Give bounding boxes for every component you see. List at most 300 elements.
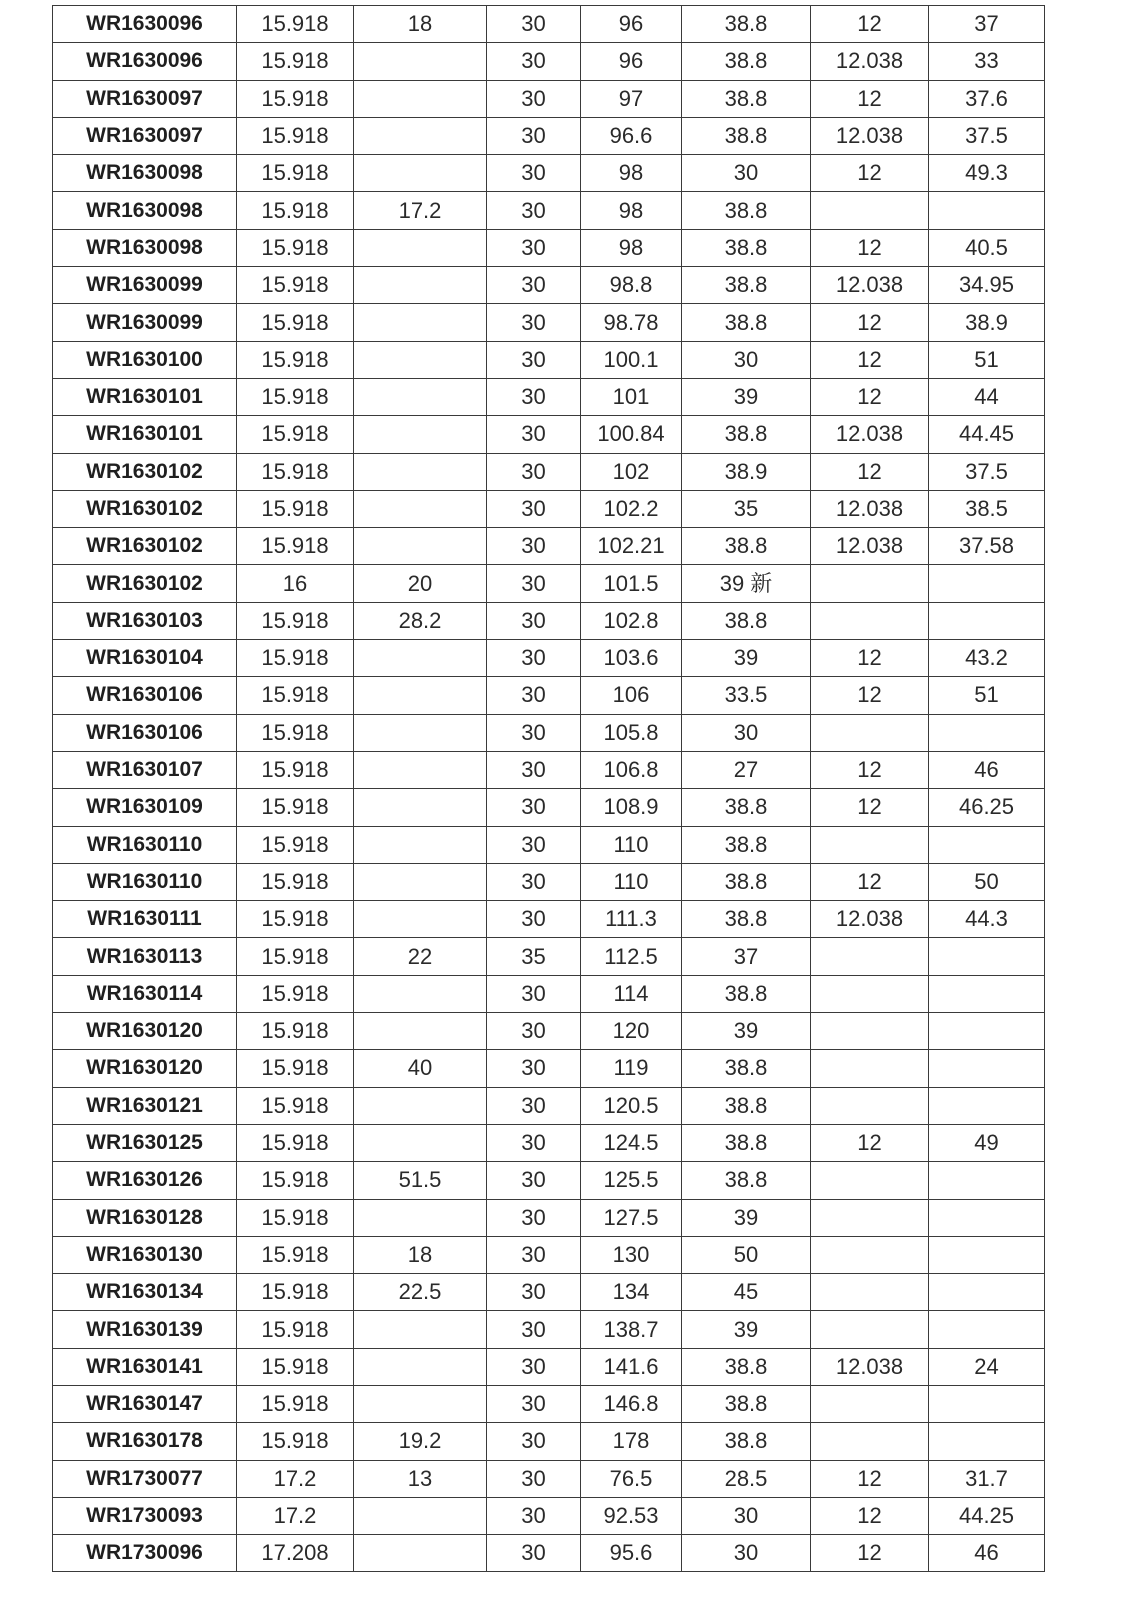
col7-cell: [811, 1311, 929, 1348]
col6-cell: 30: [682, 1535, 811, 1572]
col3-cell: [354, 640, 487, 677]
col3-cell: [354, 43, 487, 80]
col7-cell: [811, 1199, 929, 1236]
col8-cell: [929, 1385, 1045, 1422]
col7-cell: 12.038: [811, 416, 929, 453]
table-row: [53, 863, 1045, 900]
part-code-cell: WR1630120: [53, 1013, 237, 1050]
col4-cell: 30: [487, 229, 581, 266]
part-code-cell: WR1630141: [53, 1348, 237, 1385]
col2-cell: 15.918: [237, 117, 354, 154]
col5-cell: 114: [581, 975, 682, 1012]
col8-cell: [929, 714, 1045, 751]
col8-cell: 46: [929, 1535, 1045, 1572]
part-code-cell: WR1630099: [53, 304, 237, 341]
col6-cell: 45: [682, 1274, 811, 1311]
table-row: [53, 565, 1045, 602]
col6-cell: 38.8: [682, 416, 811, 453]
col6-cell: 38.8: [682, 304, 811, 341]
col2-cell: 15.918: [237, 901, 354, 938]
col7-cell: 12: [811, 640, 929, 677]
col8-cell: [929, 1236, 1045, 1273]
col6-cell: 38.8: [682, 267, 811, 304]
col3-cell: [354, 528, 487, 565]
col8-cell: 31.7: [929, 1460, 1045, 1497]
col7-cell: [811, 1274, 929, 1311]
col2-cell: 15.918: [237, 1274, 354, 1311]
col6-cell: 35: [682, 490, 811, 527]
col2-cell: 15.918: [237, 751, 354, 788]
part-code-cell: WR1630107: [53, 751, 237, 788]
table-row: [53, 1050, 1045, 1087]
col5-cell: 125.5: [581, 1162, 682, 1199]
col5-cell: 96: [581, 6, 682, 43]
col5-cell: 100.84: [581, 416, 682, 453]
col5-cell: 119: [581, 1050, 682, 1087]
part-code-cell: WR1630102: [53, 565, 237, 602]
col7-cell: 12: [811, 155, 929, 192]
table-row: [53, 490, 1045, 527]
col2-cell: 15.918: [237, 1423, 354, 1460]
col7-cell: 12: [811, 1124, 929, 1161]
col6-cell: 38.8: [682, 1087, 811, 1124]
col7-cell: [811, 565, 929, 602]
col4-cell: 30: [487, 304, 581, 341]
col7-cell: 12.038: [811, 267, 929, 304]
col7-cell: [811, 1385, 929, 1422]
col2-cell: 15.918: [237, 192, 354, 229]
col8-cell: 44.25: [929, 1497, 1045, 1534]
col4-cell: 30: [487, 43, 581, 80]
col5-cell: 96: [581, 43, 682, 80]
col4-cell: 30: [487, 1162, 581, 1199]
col2-cell: 15.918: [237, 1162, 354, 1199]
col5-cell: 134: [581, 1274, 682, 1311]
col3-cell: [354, 677, 487, 714]
part-code-cell: WR1730093: [53, 1497, 237, 1534]
table-row: [53, 1385, 1045, 1422]
part-code-cell: WR1630101: [53, 378, 237, 415]
col4-cell: 30: [487, 1460, 581, 1497]
table-row: [53, 1423, 1045, 1460]
col8-cell: [929, 1162, 1045, 1199]
col2-cell: 15.918: [237, 789, 354, 826]
col6-cell: 38.8: [682, 43, 811, 80]
col5-cell: 102.2: [581, 490, 682, 527]
col8-cell: [929, 192, 1045, 229]
col7-cell: [811, 938, 929, 975]
part-code-cell: WR1630121: [53, 1087, 237, 1124]
table-row: [53, 416, 1045, 453]
table-row: [53, 155, 1045, 192]
col7-cell: 12: [811, 863, 929, 900]
col7-cell: 12: [811, 304, 929, 341]
col5-cell: 112.5: [581, 938, 682, 975]
col7-cell: 12: [811, 1497, 929, 1534]
col5-cell: 106.8: [581, 751, 682, 788]
col3-cell: [354, 117, 487, 154]
col3-cell: [354, 1199, 487, 1236]
col8-cell: 37.5: [929, 117, 1045, 154]
col5-cell: 106: [581, 677, 682, 714]
part-code-cell: WR1630134: [53, 1274, 237, 1311]
col2-cell: 15.918: [237, 1050, 354, 1087]
col4-cell: 30: [487, 714, 581, 751]
col3-cell: 13: [354, 1460, 487, 1497]
col4-cell: 30: [487, 565, 581, 602]
col6-cell: 38.8: [682, 80, 811, 117]
table-row: [53, 267, 1045, 304]
col5-cell: 110: [581, 863, 682, 900]
table-row: [53, 826, 1045, 863]
col8-cell: [929, 1274, 1045, 1311]
col6-cell: 33.5: [682, 677, 811, 714]
col4-cell: 30: [487, 1124, 581, 1161]
col5-cell: 111.3: [581, 901, 682, 938]
col3-cell: [354, 416, 487, 453]
col8-cell: 51: [929, 677, 1045, 714]
col7-cell: [811, 714, 929, 751]
part-code-cell: WR1630109: [53, 789, 237, 826]
col6-cell: 30: [682, 155, 811, 192]
col5-cell: 76.5: [581, 1460, 682, 1497]
col3-cell: [354, 863, 487, 900]
col6-cell: 38.8: [682, 229, 811, 266]
col5-cell: 95.6: [581, 1535, 682, 1572]
part-code-cell: WR1630110: [53, 826, 237, 863]
col6-cell: 39: [682, 640, 811, 677]
table-body: [53, 6, 1045, 1572]
col2-cell: 15.918: [237, 1199, 354, 1236]
col8-cell: [929, 1013, 1045, 1050]
part-code-cell: WR1630106: [53, 714, 237, 751]
col8-cell: [929, 1423, 1045, 1460]
part-code-cell: WR1630139: [53, 1311, 237, 1348]
col4-cell: 30: [487, 789, 581, 826]
col3-cell: [354, 901, 487, 938]
col2-cell: 15.918: [237, 6, 354, 43]
col6-cell: 38.8: [682, 901, 811, 938]
part-code-cell: WR1730077: [53, 1460, 237, 1497]
table-row: [53, 1087, 1045, 1124]
col7-cell: [811, 1162, 929, 1199]
table-row: [53, 341, 1045, 378]
col6-cell: 38.8: [682, 117, 811, 154]
col7-cell: [811, 1050, 929, 1087]
col2-cell: 16: [237, 565, 354, 602]
col8-cell: 37.5: [929, 453, 1045, 490]
table-row: [53, 1199, 1045, 1236]
col6-cell: 38.8: [682, 192, 811, 229]
col3-cell: 51.5: [354, 1162, 487, 1199]
col8-cell: 38.9: [929, 304, 1045, 341]
col6-cell: 38.9: [682, 453, 811, 490]
col7-cell: 12: [811, 6, 929, 43]
col3-cell: [354, 80, 487, 117]
table-row: [53, 117, 1045, 154]
col4-cell: 30: [487, 1423, 581, 1460]
col7-cell: 12: [811, 229, 929, 266]
col3-cell: [354, 826, 487, 863]
col6-cell: 38.8: [682, 1385, 811, 1422]
col3-cell: 17.2: [354, 192, 487, 229]
col5-cell: 105.8: [581, 714, 682, 751]
part-code-cell: WR1630099: [53, 267, 237, 304]
col2-cell: 15.918: [237, 416, 354, 453]
col7-cell: [811, 1236, 929, 1273]
col5-cell: 130: [581, 1236, 682, 1273]
col2-cell: 15.918: [237, 341, 354, 378]
col3-cell: [354, 1385, 487, 1422]
table-row: [53, 975, 1045, 1012]
part-code-cell: WR1630125: [53, 1124, 237, 1161]
col4-cell: 30: [487, 1050, 581, 1087]
col3-cell: 18: [354, 1236, 487, 1273]
col6-cell: 39: [682, 378, 811, 415]
col5-cell: 120.5: [581, 1087, 682, 1124]
col8-cell: [929, 1311, 1045, 1348]
col4-cell: 30: [487, 1274, 581, 1311]
col6-cell: 38.8: [682, 6, 811, 43]
col3-cell: [354, 714, 487, 751]
col2-cell: 15.918: [237, 80, 354, 117]
table-row: [53, 1535, 1045, 1572]
col8-cell: 49: [929, 1124, 1045, 1161]
col3-cell: [354, 975, 487, 1012]
col6-cell: 30: [682, 341, 811, 378]
part-code-cell: WR1630147: [53, 1385, 237, 1422]
col5-cell: 127.5: [581, 1199, 682, 1236]
col6-cell: 38.8: [682, 826, 811, 863]
part-code-cell: WR1630102: [53, 490, 237, 527]
part-code-cell: WR1630126: [53, 1162, 237, 1199]
table-row: [53, 1013, 1045, 1050]
col6-cell: 39 新: [682, 565, 811, 602]
col7-cell: [811, 602, 929, 639]
col2-cell: 15.918: [237, 43, 354, 80]
col2-cell: 15.918: [237, 453, 354, 490]
col8-cell: 50: [929, 863, 1045, 900]
col4-cell: 30: [487, 1236, 581, 1273]
col8-cell: 51: [929, 341, 1045, 378]
col3-cell: [354, 1535, 487, 1572]
col7-cell: 12: [811, 453, 929, 490]
col5-cell: 100.1: [581, 341, 682, 378]
col3-cell: [354, 304, 487, 341]
col3-cell: [354, 789, 487, 826]
col5-cell: 96.6: [581, 117, 682, 154]
table-row: [53, 640, 1045, 677]
col4-cell: 30: [487, 378, 581, 415]
col7-cell: [811, 1013, 929, 1050]
part-code-cell: WR1630106: [53, 677, 237, 714]
col5-cell: 103.6: [581, 640, 682, 677]
col7-cell: [811, 192, 929, 229]
col8-cell: 24: [929, 1348, 1045, 1385]
col3-cell: 22: [354, 938, 487, 975]
col4-cell: 30: [487, 901, 581, 938]
col2-cell: 17.208: [237, 1535, 354, 1572]
col6-cell: 30: [682, 714, 811, 751]
table-row: [53, 901, 1045, 938]
col5-cell: 108.9: [581, 789, 682, 826]
col5-cell: 101: [581, 378, 682, 415]
col8-cell: 44.45: [929, 416, 1045, 453]
col4-cell: 30: [487, 1087, 581, 1124]
col4-cell: 30: [487, 1311, 581, 1348]
col2-cell: 15.918: [237, 267, 354, 304]
col4-cell: 30: [487, 341, 581, 378]
col6-cell: 38.8: [682, 1423, 811, 1460]
col3-cell: 22.5: [354, 1274, 487, 1311]
part-code-cell: WR1630098: [53, 155, 237, 192]
col8-cell: [929, 826, 1045, 863]
col3-cell: 19.2: [354, 1423, 487, 1460]
col5-cell: 102.8: [581, 602, 682, 639]
col7-cell: 12.038: [811, 901, 929, 938]
col7-cell: 12.038: [811, 490, 929, 527]
col6-cell: 39: [682, 1013, 811, 1050]
col5-cell: 178: [581, 1423, 682, 1460]
table-row: [53, 938, 1045, 975]
col4-cell: 30: [487, 602, 581, 639]
col2-cell: 15.918: [237, 1236, 354, 1273]
col6-cell: 38.8: [682, 1162, 811, 1199]
col5-cell: 98: [581, 155, 682, 192]
col6-cell: 27: [682, 751, 811, 788]
table-row: [53, 1124, 1045, 1161]
col2-cell: 17.2: [237, 1460, 354, 1497]
col8-cell: 37.58: [929, 528, 1045, 565]
col5-cell: 120: [581, 1013, 682, 1050]
col3-cell: [354, 155, 487, 192]
table-row: [53, 751, 1045, 788]
col4-cell: 30: [487, 528, 581, 565]
col6-cell: 38.8: [682, 528, 811, 565]
col3-cell: [354, 267, 487, 304]
col2-cell: 15.918: [237, 677, 354, 714]
part-code-cell: WR1630100: [53, 341, 237, 378]
col4-cell: 30: [487, 1535, 581, 1572]
part-code-cell: WR1630114: [53, 975, 237, 1012]
col2-cell: 15.918: [237, 378, 354, 415]
part-code-cell: WR1630098: [53, 229, 237, 266]
col7-cell: 12.038: [811, 43, 929, 80]
col8-cell: [929, 1199, 1045, 1236]
col4-cell: 35: [487, 938, 581, 975]
col2-cell: 15.918: [237, 938, 354, 975]
part-code-cell: WR1630101: [53, 416, 237, 453]
col2-cell: 15.918: [237, 826, 354, 863]
table-row: [53, 714, 1045, 751]
col3-cell: [354, 1348, 487, 1385]
col8-cell: 34.95: [929, 267, 1045, 304]
part-code-cell: WR1630111: [53, 901, 237, 938]
col5-cell: 124.5: [581, 1124, 682, 1161]
col5-cell: 97: [581, 80, 682, 117]
col2-cell: 15.918: [237, 1311, 354, 1348]
col2-cell: 17.2: [237, 1497, 354, 1534]
col8-cell: [929, 938, 1045, 975]
col2-cell: 15.918: [237, 602, 354, 639]
col8-cell: 43.2: [929, 640, 1045, 677]
table-row: [53, 602, 1045, 639]
col8-cell: [929, 565, 1045, 602]
part-code-cell: WR1630104: [53, 640, 237, 677]
col7-cell: [811, 975, 929, 1012]
col3-cell: [354, 490, 487, 527]
col5-cell: 146.8: [581, 1385, 682, 1422]
col2-cell: 15.918: [237, 975, 354, 1012]
col6-cell: 38.8: [682, 1124, 811, 1161]
col5-cell: 98: [581, 229, 682, 266]
col8-cell: 37: [929, 6, 1045, 43]
col5-cell: 98.8: [581, 267, 682, 304]
col5-cell: 102: [581, 453, 682, 490]
col3-cell: [354, 229, 487, 266]
col4-cell: 30: [487, 453, 581, 490]
col7-cell: 12: [811, 1460, 929, 1497]
table-row: [53, 304, 1045, 341]
col7-cell: [811, 1087, 929, 1124]
col7-cell: 12: [811, 1535, 929, 1572]
col3-cell: [354, 453, 487, 490]
part-code-cell: WR1630098: [53, 192, 237, 229]
col4-cell: 30: [487, 1385, 581, 1422]
table-row: [53, 1162, 1045, 1199]
col8-cell: [929, 602, 1045, 639]
col6-cell: 37: [682, 938, 811, 975]
col8-cell: [929, 1087, 1045, 1124]
col2-cell: 15.918: [237, 640, 354, 677]
col2-cell: 15.918: [237, 155, 354, 192]
table-row: [53, 677, 1045, 714]
col4-cell: 30: [487, 267, 581, 304]
col6-cell: 38.8: [682, 1348, 811, 1385]
part-code-cell: WR1630102: [53, 453, 237, 490]
col2-cell: 15.918: [237, 490, 354, 527]
col8-cell: 49.3: [929, 155, 1045, 192]
col6-cell: 38.8: [682, 789, 811, 826]
col2-cell: 15.918: [237, 1013, 354, 1050]
col7-cell: 12.038: [811, 117, 929, 154]
col6-cell: 39: [682, 1199, 811, 1236]
col2-cell: 15.918: [237, 229, 354, 266]
col2-cell: 15.918: [237, 1348, 354, 1385]
col5-cell: 102.21: [581, 528, 682, 565]
col4-cell: 30: [487, 826, 581, 863]
col8-cell: 37.6: [929, 80, 1045, 117]
col4-cell: 30: [487, 1348, 581, 1385]
col3-cell: [354, 1087, 487, 1124]
col8-cell: 40.5: [929, 229, 1045, 266]
col8-cell: 44: [929, 378, 1045, 415]
col6-cell: 30: [682, 1497, 811, 1534]
col7-cell: 12: [811, 378, 929, 415]
table-row: [53, 789, 1045, 826]
col3-cell: [354, 1013, 487, 1050]
col5-cell: 101.5: [581, 565, 682, 602]
col3-cell: [354, 1124, 487, 1161]
col3-cell: 28.2: [354, 602, 487, 639]
col6-cell: 38.8: [682, 602, 811, 639]
col5-cell: 141.6: [581, 1348, 682, 1385]
part-code-cell: WR1630096: [53, 6, 237, 43]
part-code-cell: WR1630113: [53, 938, 237, 975]
part-code-cell: WR1630110: [53, 863, 237, 900]
col5-cell: 110: [581, 826, 682, 863]
col3-cell: 40: [354, 1050, 487, 1087]
